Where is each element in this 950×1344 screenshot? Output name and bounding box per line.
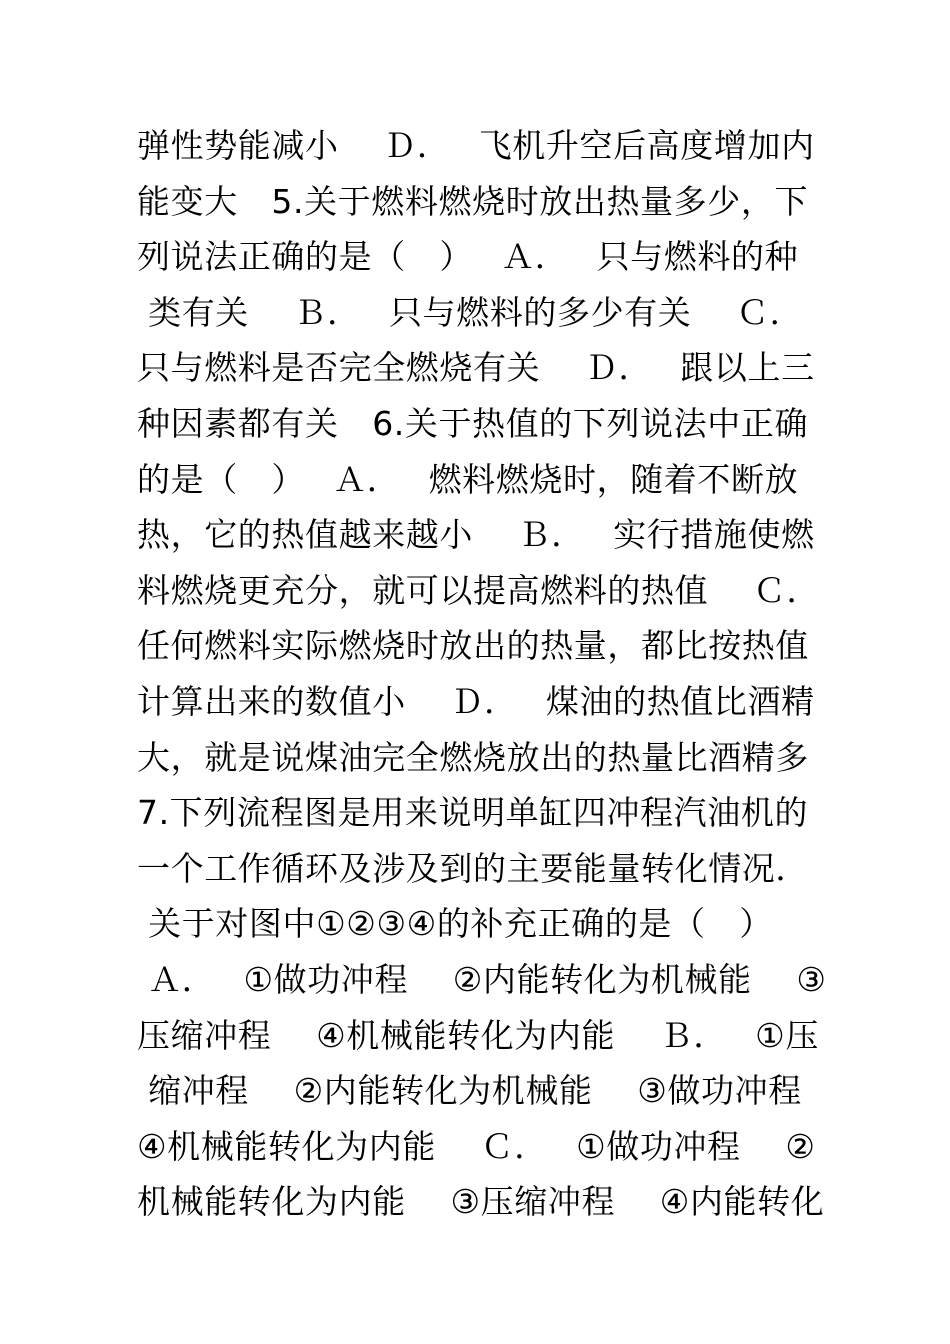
text-line-12: 大，就是说煤油完全燃烧放出的热量比酒精多 bbox=[137, 737, 809, 777]
text-line-5: 只与燃料是否完全燃烧有关 Ｄ． 跟以上三 bbox=[137, 348, 815, 388]
text-line-7: 的是（ ） Ａ． 燃料燃烧时，随着不断放 bbox=[137, 459, 799, 499]
text-line-19: ④机械能转化为内能 Ｃ． ①做功冲程 ② bbox=[137, 1126, 816, 1166]
text-line-8: 热，它的热值越来越小 Ｂ． 实行措施使燃 bbox=[137, 515, 815, 555]
text-line-15: 关于对图中①②③④的补充正确的是（ ） bbox=[137, 904, 773, 944]
text-line-9: 料燃烧更充分，就可以提高燃料的热值 Ｃ． bbox=[137, 570, 821, 610]
text-line-3: 列说法正确的是（ ） Ａ． 只与燃料的种 bbox=[137, 237, 799, 277]
text-line-2: 能变大 5.关于燃料燃烧时放出热量多少，下 bbox=[137, 181, 809, 221]
text-line-20: 机械能转化为内能 ③压缩冲程 ④内能转化 bbox=[137, 1182, 825, 1222]
text-line-13: 7.下列流程图是用来说明单缸四冲程汽油机的 bbox=[137, 793, 809, 833]
text-line-14: 一个工作循环及涉及到的主要能量转化情况． bbox=[137, 848, 809, 888]
text-line-6: 种因素都有关 6.关于热值的下列说法中正确 bbox=[137, 403, 809, 443]
text-line-16: Ａ． ①做功冲程 ②内能转化为机械能 ③ bbox=[137, 959, 827, 999]
text-line-11: 计算出来的数值小 Ｄ． 煤油的热值比酒精 bbox=[137, 681, 815, 721]
text-line-4: 类有关 Ｂ． 只与燃料的多少有关 Ｃ． bbox=[137, 292, 804, 332]
text-line-17: 压缩冲程 ④机械能转化为内能 Ｂ． ①压 bbox=[137, 1015, 819, 1055]
text-line-1: 弹性势能减小 Ｄ． 飞机升空后高度增加内 bbox=[137, 126, 815, 165]
document-body bbox=[137, 118, 827, 1230]
text-line-10: 任何燃料实际燃烧时放出的热量，都比按热值 bbox=[137, 626, 809, 666]
text-line-18: 缩冲程 ②内能转化为机械能 ③做功冲程 bbox=[137, 1071, 802, 1111]
